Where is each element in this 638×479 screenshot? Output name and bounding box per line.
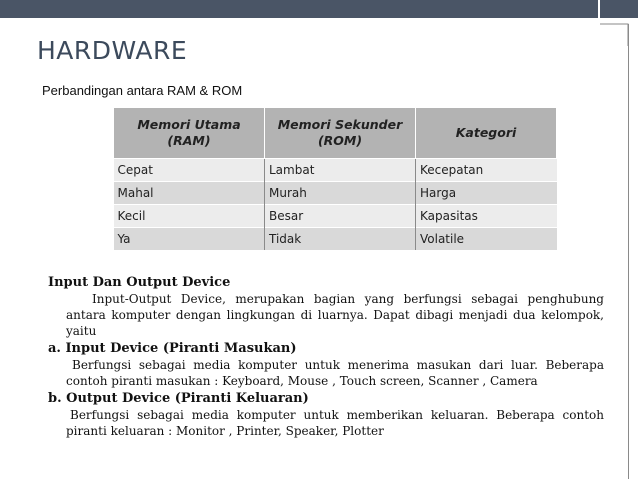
table-cell: Harga bbox=[416, 182, 557, 205]
content-body bbox=[48, 275, 604, 439]
header-kategori: Kategori bbox=[416, 108, 557, 159]
table-cell: Mahal bbox=[114, 182, 265, 205]
output-text: Berfungsi sebagai media komputer untuk memberikan keluaran. Beberapa contoh piranti keluaran : Monitor , Printer, Speaker, Plotter bbox=[66, 408, 604, 438]
table-cell: Ya bbox=[114, 228, 265, 251]
input-heading: a. Input Device (Piranti Masukan) bbox=[48, 341, 297, 356]
table-cell: Volatile bbox=[416, 228, 557, 251]
top-bar bbox=[0, 0, 598, 18]
table-row bbox=[114, 228, 557, 251]
table-cell: Cepat bbox=[114, 159, 265, 182]
table-row bbox=[114, 182, 557, 205]
corner-decoration bbox=[598, 22, 638, 48]
table-cell: Tidak bbox=[265, 228, 416, 251]
right-rule bbox=[628, 24, 629, 479]
table-cell: Kecil bbox=[114, 205, 265, 228]
table-cell: Besar bbox=[265, 205, 416, 228]
slide-subtitle: Perbandingan antara RAM & ROM bbox=[42, 83, 243, 98]
input-text: Berfungsi sebagai media komputer untuk menerima masukan dari luar. Beberapa contoh piranti masukan : Keyboard, Mouse , Touch screen, Scanner , Camera bbox=[66, 358, 604, 388]
table-row bbox=[114, 159, 557, 182]
table-row bbox=[114, 205, 557, 228]
io-intro: Input-Output Device, merupakan bagian yang berfungsi sebagai penghubung antara komputer dengan lingkungan di luarnya. Dapat dibagi menjadi dua kelompok, yaitu bbox=[66, 292, 604, 338]
output-heading: b. Output Device (Piranti Keluaran) bbox=[48, 391, 309, 406]
table-header-row bbox=[114, 108, 557, 159]
slide-title: HARDWARE bbox=[37, 36, 188, 65]
header-rom: Memori Sekunder (ROM) bbox=[265, 108, 416, 159]
top-bar-cap bbox=[600, 0, 638, 18]
table-cell: Kapasitas bbox=[416, 205, 557, 228]
io-heading: Input Dan Output Device bbox=[48, 275, 231, 290]
table-cell: Kecepatan bbox=[416, 159, 557, 182]
table-cell: Murah bbox=[265, 182, 416, 205]
header-ram: Memori Utama (RAM) bbox=[114, 108, 265, 159]
comparison-table bbox=[113, 107, 557, 250]
table-cell: Lambat bbox=[265, 159, 416, 182]
